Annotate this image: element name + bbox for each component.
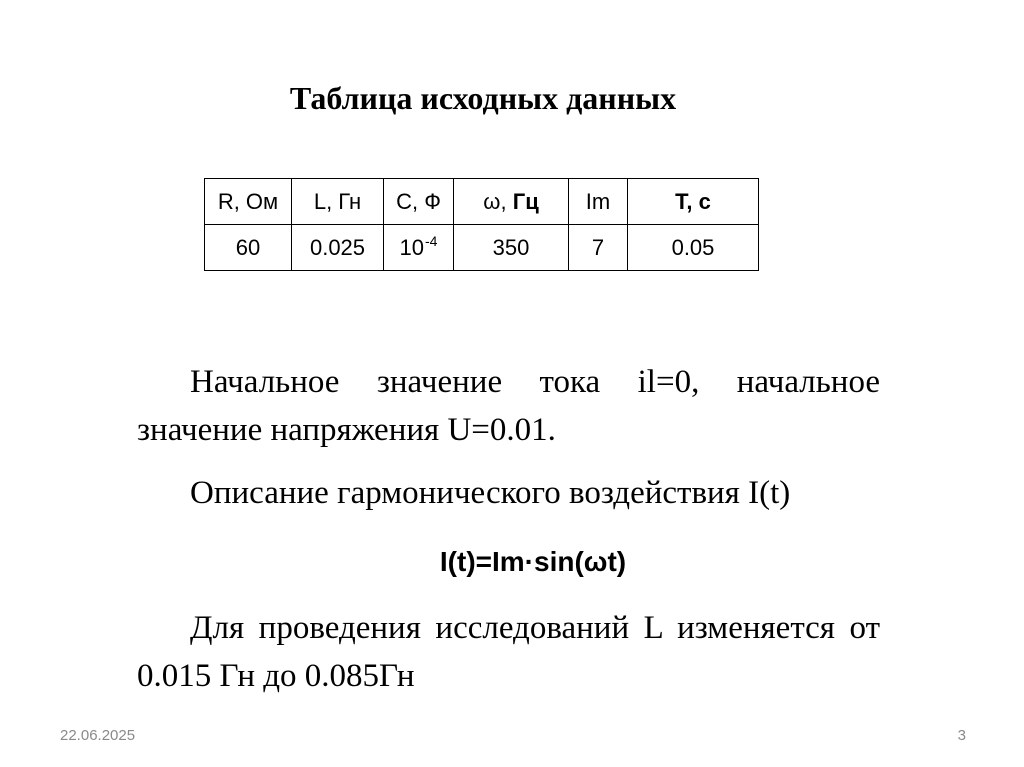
table-value-row bbox=[205, 225, 759, 271]
table-header-cell-t: Т, с bbox=[628, 179, 759, 225]
footer-page-number: 3 bbox=[957, 727, 966, 744]
table-header-cell-l: L, Гн bbox=[292, 179, 384, 225]
table-header-cell-r: R, Ом bbox=[205, 179, 292, 225]
omega-unit: Гц bbox=[512, 188, 539, 214]
paragraph-line: Описание гармонического воздействия I(t) bbox=[190, 475, 791, 511]
initial-data-table bbox=[204, 178, 759, 271]
table-value-cell-omega: 350 bbox=[454, 225, 569, 271]
table-header-cell-im: Im bbox=[569, 179, 628, 225]
slide-title: Таблица исходных данных bbox=[289, 80, 677, 116]
table-value-cell-c bbox=[384, 225, 454, 271]
c-value-exponent: -4 bbox=[425, 232, 438, 249]
table-value-cell-r: 60 bbox=[205, 225, 292, 271]
paragraph-line: Начальное значение тока il=0, начальное bbox=[190, 364, 880, 400]
paragraph-initial-conditions bbox=[137, 358, 880, 454]
table-value-cell-im: 7 bbox=[569, 225, 628, 271]
table-value-cell-l: 0.025 bbox=[292, 225, 384, 271]
table-value-cell-t: 0.05 bbox=[628, 225, 759, 271]
harmonic-formula: I(t)=Im·sin(ωt) bbox=[439, 546, 627, 577]
paragraph-harmonic-description bbox=[137, 469, 880, 517]
paragraph-line: 0.015 Гн до 0.085Гн bbox=[137, 658, 415, 694]
table-header-cell-omega bbox=[454, 179, 569, 225]
table-header-row bbox=[205, 179, 759, 225]
c-value-base: 10 bbox=[399, 234, 425, 260]
paragraph-study-range bbox=[137, 604, 880, 700]
paragraph-line: Для проведения исследований L изменяется от bbox=[190, 610, 880, 646]
table-header-cell-c: C, Ф bbox=[384, 179, 454, 225]
footer-date: 22.06.2025 bbox=[60, 727, 136, 744]
paragraph-line: значение напряжения U=0.01. bbox=[137, 412, 556, 448]
omega-symbol: ω, bbox=[483, 188, 507, 214]
